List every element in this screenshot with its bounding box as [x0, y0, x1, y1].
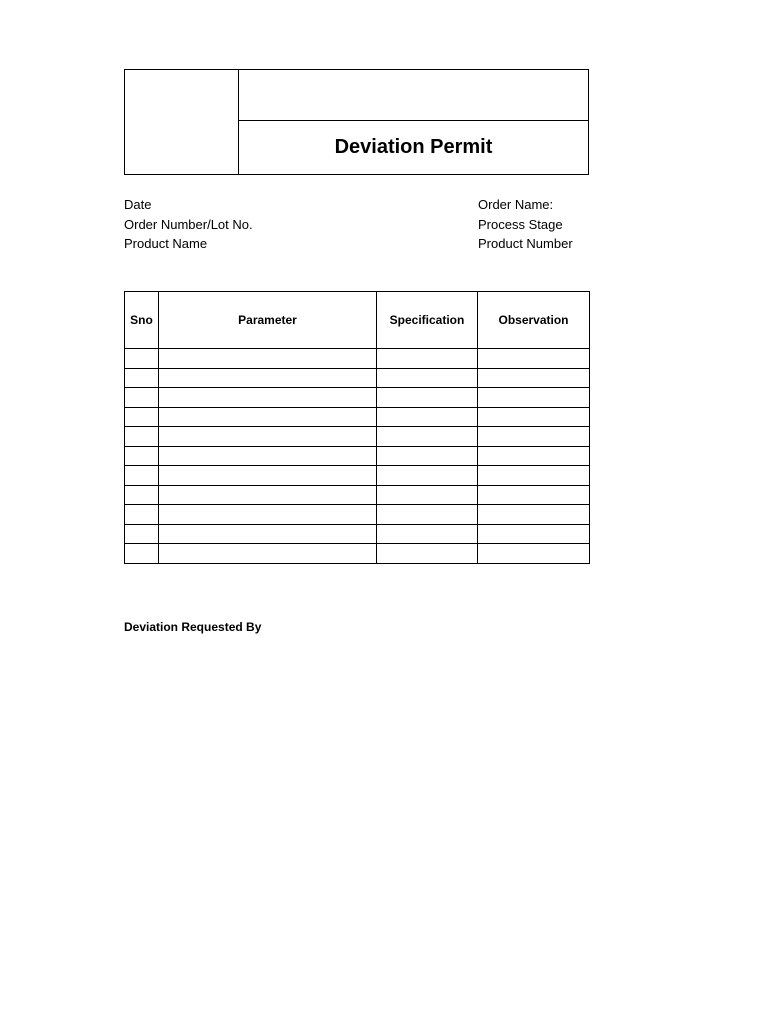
column-header-parameter: Parameter — [159, 292, 377, 349]
date-label: Date — [124, 197, 152, 212]
product-number-label: Product Number — [478, 236, 573, 251]
deviation-table — [124, 291, 590, 564]
table-cell[interactable] — [125, 466, 159, 486]
table-row — [125, 446, 590, 466]
table-row — [125, 466, 590, 486]
header-blank-cell — [239, 70, 588, 121]
title-cell — [239, 121, 588, 174]
table-row — [125, 388, 590, 408]
info-fields-left — [124, 195, 253, 254]
table-cell[interactable] — [159, 388, 377, 408]
process-stage-label: Process Stage — [478, 216, 563, 232]
table-cell[interactable] — [125, 368, 159, 388]
table-cell[interactable] — [125, 544, 159, 564]
order-number-label: Order Number/Lot No. — [124, 216, 253, 232]
table-cell[interactable] — [377, 466, 478, 486]
table-row — [125, 524, 590, 544]
column-header-observation: Observation — [478, 292, 590, 349]
table-cell[interactable] — [159, 466, 377, 486]
table-cell[interactable] — [377, 505, 478, 525]
table-cell[interactable] — [377, 368, 478, 388]
table-cell[interactable] — [125, 427, 159, 447]
table-cell[interactable] — [377, 407, 478, 427]
table-row — [125, 407, 590, 427]
table-cell[interactable] — [478, 427, 590, 447]
table-cell[interactable] — [377, 524, 478, 544]
table-cell[interactable] — [377, 427, 478, 447]
table-cell[interactable] — [377, 485, 478, 505]
table-row — [125, 349, 590, 369]
table-cell[interactable] — [159, 368, 377, 388]
table-cell[interactable] — [478, 407, 590, 427]
table-cell[interactable] — [125, 485, 159, 505]
table-cell[interactable] — [125, 407, 159, 427]
table-cell[interactable] — [125, 505, 159, 525]
table-cell[interactable] — [159, 524, 377, 544]
table-cell[interactable] — [478, 466, 590, 486]
table-cell[interactable] — [159, 485, 377, 505]
table-cell[interactable] — [125, 524, 159, 544]
table-cell[interactable] — [478, 349, 590, 369]
table-cell[interactable] — [125, 349, 159, 369]
table-cell[interactable] — [159, 544, 377, 564]
table-row — [125, 427, 590, 447]
table-cell[interactable] — [377, 388, 478, 408]
table-cell[interactable] — [478, 524, 590, 544]
table-cell[interactable] — [159, 505, 377, 525]
table-row — [125, 544, 590, 564]
table-cell[interactable] — [125, 446, 159, 466]
header-box — [124, 69, 589, 175]
logo-placeholder-cell — [125, 70, 239, 174]
table-cell[interactable] — [159, 349, 377, 369]
deviation-requested-by-label: Deviation Requested By — [124, 620, 262, 634]
table-header-row — [125, 292, 590, 349]
page-title: Deviation Permit — [334, 136, 493, 158]
order-name-label: Order Name: — [478, 197, 554, 212]
table-cell[interactable] — [159, 446, 377, 466]
table-cell[interactable] — [377, 544, 478, 564]
product-name-label: Product Name — [124, 236, 208, 251]
table-cell[interactable] — [478, 485, 590, 505]
table-row — [125, 368, 590, 388]
table-cell[interactable] — [159, 407, 377, 427]
table-row — [125, 505, 590, 525]
table-cell[interactable] — [125, 388, 159, 408]
table-cell[interactable] — [377, 349, 478, 369]
table-cell[interactable] — [478, 368, 590, 388]
table-cell[interactable] — [478, 446, 590, 466]
table-cell[interactable] — [377, 446, 478, 466]
table-cell[interactable] — [478, 388, 590, 408]
table-cell[interactable] — [478, 544, 590, 564]
table-row — [125, 485, 590, 505]
table-cell[interactable] — [478, 505, 590, 525]
column-header-specification: Specification — [377, 292, 478, 349]
table-body — [125, 349, 590, 564]
table-cell[interactable] — [159, 427, 377, 447]
column-header-sno: Sno — [125, 292, 159, 349]
info-fields-right — [478, 195, 573, 254]
